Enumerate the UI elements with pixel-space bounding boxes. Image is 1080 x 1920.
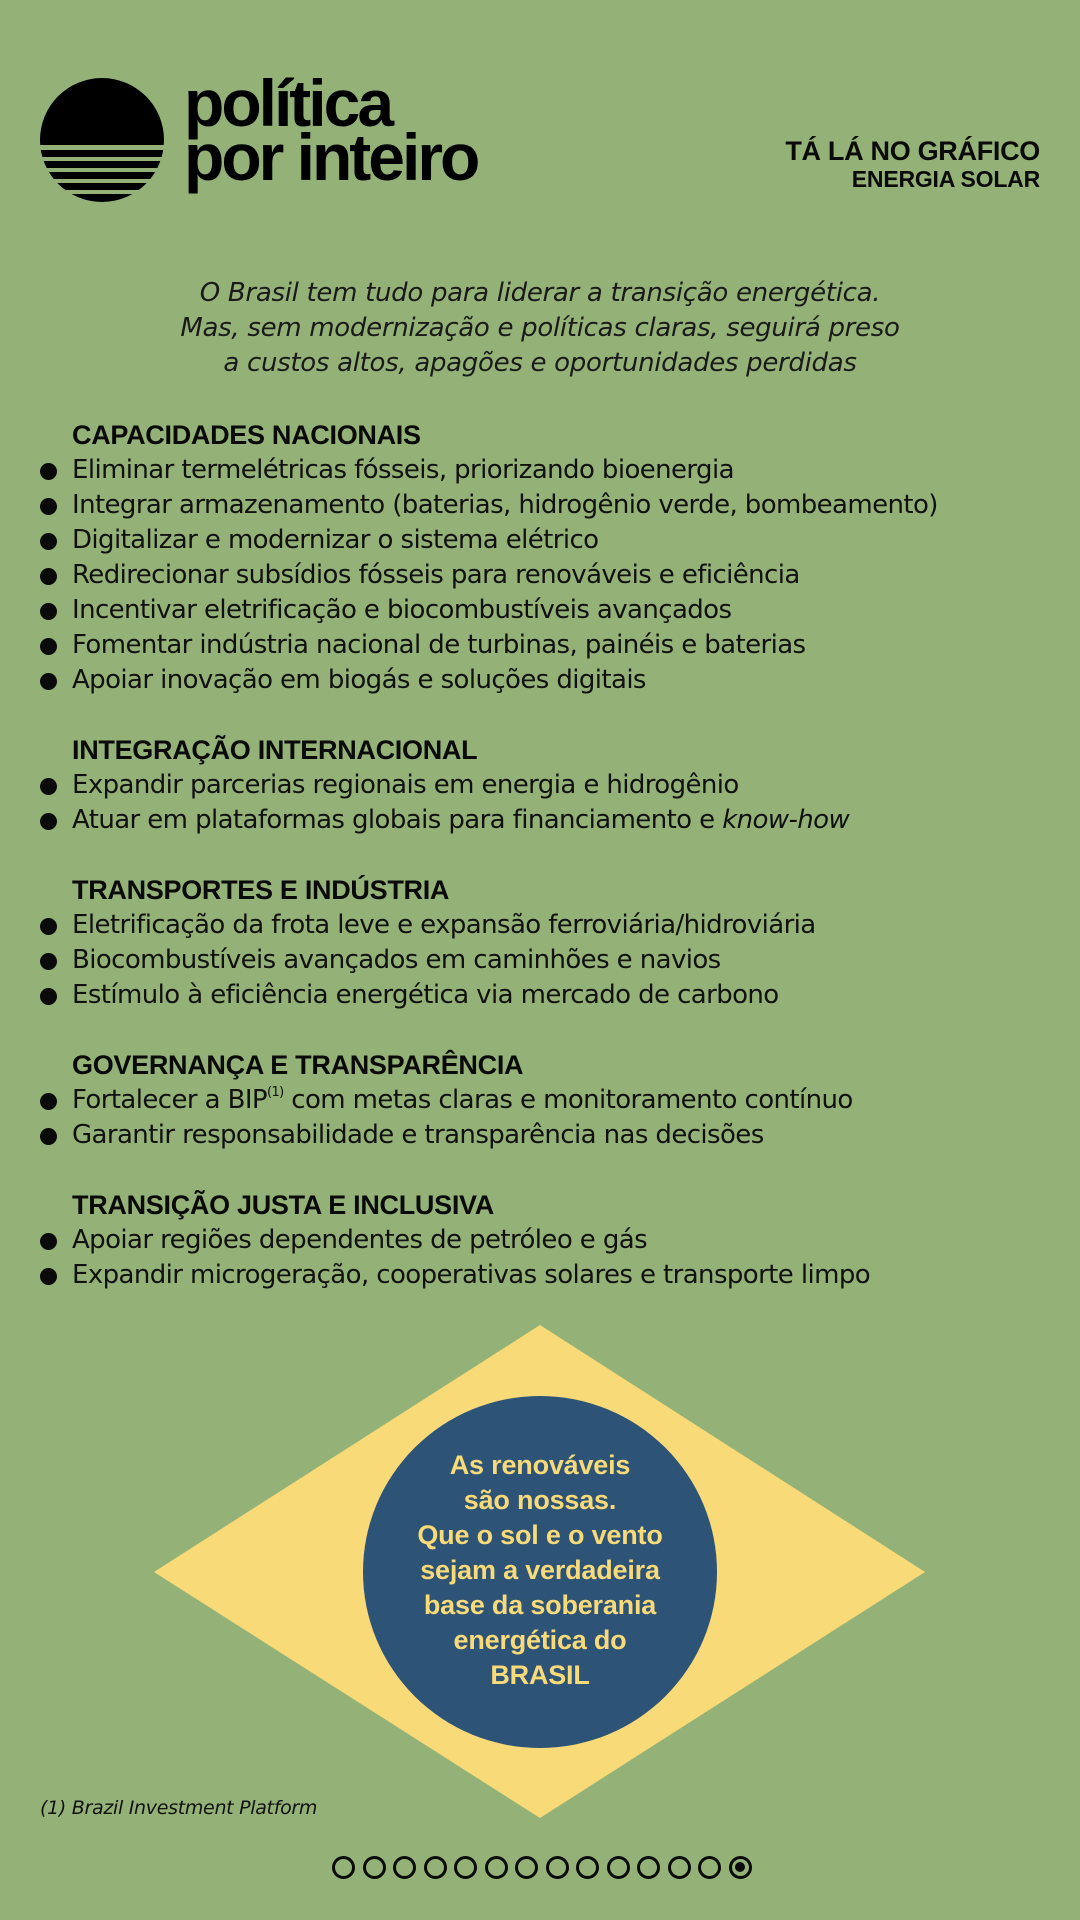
- footnote-marker: (1): [267, 1085, 284, 1100]
- motto-line: energética do: [453, 1625, 627, 1655]
- section-governanca-transparencia: [40, 1048, 1050, 1153]
- sunset-stripes-icon: [40, 78, 164, 202]
- list-item: [40, 1083, 1050, 1118]
- page-dot-14-active[interactable]: [729, 1856, 752, 1879]
- section-title: GOVERNANÇA E TRANSPARÊNCIA: [72, 1050, 524, 1080]
- bullet-icon: [40, 1128, 57, 1145]
- list-item: [40, 908, 1050, 943]
- list-item-text: Integrar armazenamento (baterias, hidrogênio verde, bombeamento): [72, 490, 938, 520]
- page-dot-13[interactable]: [698, 1856, 721, 1879]
- page-dot-6[interactable]: [485, 1856, 508, 1879]
- list-item: [40, 453, 1050, 488]
- bullet-icon: [40, 568, 57, 585]
- motto-line: sejam a verdadeira: [420, 1555, 660, 1585]
- list-item-text: Digitalizar e modernizar o sistema elétrico: [72, 525, 599, 555]
- page-dot-1[interactable]: [332, 1856, 355, 1879]
- footnote: (1) Brazil Investment Platform: [40, 1797, 318, 1819]
- section-title: CAPACIDADES NACIONAIS: [72, 420, 421, 450]
- page-dot-12[interactable]: [668, 1856, 691, 1879]
- list-item-text: Redirecionar subsídios fósseis para renováveis e eficiência: [72, 560, 800, 590]
- list-item-text: Apoiar inovação em biogás e soluções digitais: [72, 665, 646, 695]
- section-transicao-justa: [40, 1188, 1050, 1293]
- list-item: [40, 1258, 1050, 1293]
- section-title: TRANSPORTES E INDÚSTRIA: [72, 875, 450, 905]
- motto-line: são nossas.: [463, 1485, 617, 1515]
- list-item-text: Fortalecer a BIP: [72, 1085, 267, 1115]
- section-title: INTEGRAÇÃO INTERNACIONAL: [72, 735, 478, 765]
- series-label: [785, 136, 1040, 192]
- list-item: [40, 593, 1050, 628]
- list-item-emphasis: know-how: [722, 805, 850, 835]
- list-item-text: Expandir parcerias regionais em energia e hidrogênio: [72, 770, 739, 800]
- list-item: [40, 943, 1050, 978]
- series-subtitle: ENERGIA SOLAR: [851, 166, 1040, 192]
- intro-paragraph: [0, 276, 1080, 381]
- list-item: [40, 488, 1050, 523]
- list-item: [40, 1223, 1050, 1258]
- bullet-icon: [40, 673, 57, 690]
- list-item-text: Expandir microgeração, cooperativas solares e transporte limpo: [72, 1260, 871, 1290]
- brazil-flag-graphic: [0, 1318, 1080, 1828]
- list-item-text: Eliminar termelétricas fósseis, priorizando bioenergia: [72, 455, 734, 485]
- bullet-icon: [40, 918, 57, 935]
- section-integracao-internacional: [40, 733, 1050, 838]
- motto-line: base da soberania: [423, 1590, 657, 1620]
- bullet-icon: [40, 813, 57, 830]
- motto-line: BRASIL: [490, 1660, 590, 1690]
- bullet-icon: [40, 988, 57, 1005]
- page-dot-5[interactable]: [454, 1856, 477, 1879]
- page-dot-3[interactable]: [393, 1856, 416, 1879]
- list-item-text: Estímulo à eficiência energética via mercado de carbono: [72, 980, 779, 1010]
- page-dot-8[interactable]: [546, 1856, 569, 1879]
- page-dot-2[interactable]: [363, 1856, 386, 1879]
- section-title: TRANSIÇÃO JUSTA E INCLUSIVA: [72, 1190, 494, 1220]
- series-title: TÁ LÁ NO GRÁFICO: [785, 136, 1040, 166]
- intro-line: O Brasil tem tudo para liderar a transição energética.: [199, 278, 881, 308]
- bullet-icon: [40, 778, 57, 795]
- brand-logo: [184, 66, 478, 194]
- header: [0, 0, 1080, 230]
- page-dot-4[interactable]: [424, 1856, 447, 1879]
- section-transportes-industria: [40, 873, 1050, 1013]
- bullet-icon: [40, 498, 57, 515]
- bullet-icon: [40, 463, 57, 480]
- page-dot-11[interactable]: [637, 1856, 660, 1879]
- motto-line: Que o sol e o vento: [417, 1520, 663, 1550]
- bullet-icon: [40, 1268, 57, 1285]
- list-item-text: Incentivar eletrificação e biocombustíveis avançados: [72, 595, 732, 625]
- bullet-icon: [40, 953, 57, 970]
- list-item-text: Fomentar indústria nacional de turbinas, painéis e baterias: [72, 630, 806, 660]
- motto-line: As renováveis: [449, 1450, 631, 1480]
- list-item: [40, 768, 1050, 803]
- list-item: [40, 628, 1050, 663]
- bullet-icon: [40, 603, 57, 620]
- logo-line-1: política: [184, 66, 392, 140]
- carousel-pagination: [332, 1856, 752, 1879]
- section-capacidades-nacionais: [40, 418, 1050, 698]
- page-dot-10[interactable]: [607, 1856, 630, 1879]
- intro-line: Mas, sem modernização e políticas claras, seguirá preso: [180, 313, 900, 343]
- list-item: [40, 1118, 1050, 1153]
- logo-line-2: por inteiro: [184, 120, 478, 194]
- list-item: [40, 978, 1050, 1013]
- list-item: [40, 663, 1050, 698]
- bullet-icon: [40, 638, 57, 655]
- intro-line: a custos altos, apagões e oportunidades perdidas: [223, 348, 857, 378]
- list-item: [40, 523, 1050, 558]
- bullet-icon: [40, 533, 57, 550]
- list-item-text: Apoiar regiões dependentes de petróleo e gás: [72, 1225, 648, 1255]
- list-item-text: Garantir responsabilidade e transparência nas decisões: [72, 1120, 764, 1150]
- page-dot-9[interactable]: [576, 1856, 599, 1879]
- list-item-text: Biocombustíveis avançados em caminhões e navios: [72, 945, 721, 975]
- flag-motto: [364, 1448, 716, 1693]
- recommendations-list: [40, 418, 1050, 1328]
- bullet-icon: [40, 1093, 57, 1110]
- list-item-text: Eletrificação da frota leve e expansão ferroviária/hidroviária: [72, 910, 816, 940]
- list-item: [40, 803, 1050, 838]
- page-dot-7[interactable]: [515, 1856, 538, 1879]
- bullet-icon: [40, 1233, 57, 1250]
- list-item-text: Atuar em plataformas globais para financiamento e: [72, 805, 723, 835]
- list-item: [40, 558, 1050, 593]
- list-item-text: com metas claras e monitoramento contínuo: [283, 1085, 853, 1115]
